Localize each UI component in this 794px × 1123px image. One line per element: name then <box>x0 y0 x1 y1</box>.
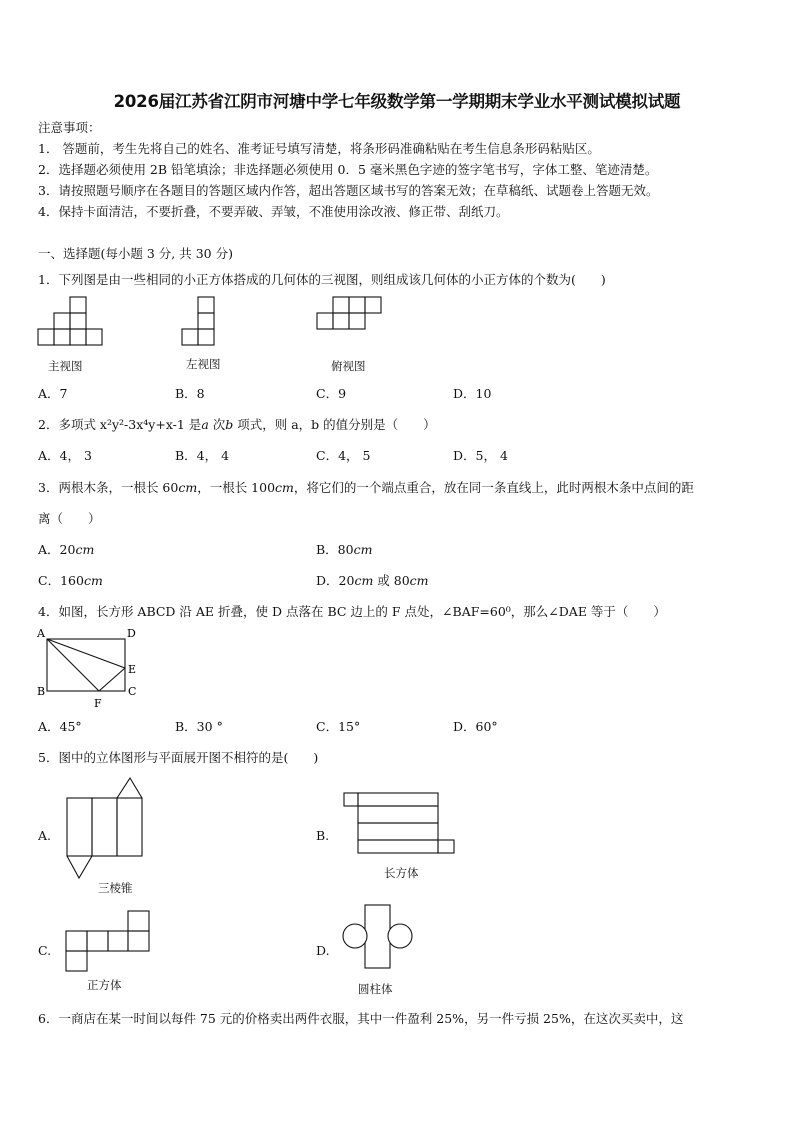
q5-caption-b: 长方体 <box>384 866 419 880</box>
point-label-e: E <box>128 663 137 676</box>
q5-option-b: B. <box>316 828 330 843</box>
q5-caption-c: 正方体 <box>87 978 122 992</box>
section-heading: 一、选择题(每小题 3 分, 共 30 分) <box>38 246 233 261</box>
question-3-stem: 3．两根木条，一根长 60cm，一根长 100cm，将它们的一个端点重合，放在同一条直线上，此时两根木条中点间的距 <box>38 480 694 495</box>
q1-option-a: A．7 <box>38 386 68 401</box>
point-label-f: F <box>94 697 102 710</box>
q5-caption-d: 圆柱体 <box>358 982 393 996</box>
front-view-label: 主视图 <box>48 359 83 373</box>
q2-option-d: D．5， 4 <box>453 448 508 463</box>
top-view-label: 俯视图 <box>331 359 366 373</box>
notice-item: 3．请按照题号顺序在各题目的答题区域内作答，超出答题区域书写的答案无效；在草稿纸、试题卷上答题无效。 <box>38 183 659 198</box>
question-2-stem: 2．多项式 x²y²-3x⁴y+x-1 是a 次b 项式，则 a，b 的值分别是（ ） <box>38 417 436 432</box>
q1-option-c: C．9 <box>316 386 347 401</box>
q2-option-c: C．4， 5 <box>316 448 371 463</box>
front-view-figure <box>36 297 116 349</box>
question-5-stem: 5．图中的立体图形与平面展开图不相符的是( ) <box>38 750 319 765</box>
q2-option-a: A．4， 3 <box>38 448 92 463</box>
point-label-b: B <box>37 685 46 698</box>
question-4-stem: 4．如图，长方形 ABCD 沿 AE 折叠，使 D 点落在 BC 边上的 F 点处，∠BAF=60⁰，那么∠DAE 等于（ ） <box>38 604 666 619</box>
q5-option-c: C. <box>38 943 52 958</box>
notice-heading: 注意事项： <box>38 120 101 135</box>
point-label-a: A <box>37 627 45 640</box>
q4-option-b: B．30 ° <box>175 719 223 734</box>
triangular-prism-net-figure <box>60 776 155 896</box>
question-6-stem: 6．一商店在某一时间以每件 75 元的价格卖出两件衣服，其中一件盈利 25%，另一件亏损 25%，在这次买卖中，这 <box>38 1011 684 1026</box>
q4-option-c: C．15° <box>316 719 361 734</box>
notice-item: 1． 答题前，考生先将自己的姓名、准考证号填写清楚，将条形码准确粘贴在考生信息条形码粘贴区。 <box>38 141 600 156</box>
notice-item: 4．保持卡面清洁，不要折叠，不要弄破、弄皱，不准使用涂改液、修正带、刮纸刀。 <box>38 204 509 219</box>
point-label-d: D <box>127 627 136 640</box>
top-view-figure <box>317 297 387 337</box>
q3-option-b: B．80cm <box>316 542 373 557</box>
q3-option-d: D．20cm 或 80cm <box>316 573 429 588</box>
question-3-stem-line2: 离（ ） <box>38 511 101 526</box>
q5-option-d: D. <box>316 943 330 958</box>
left-view-figure <box>182 297 222 349</box>
question-1-stem: 1．下列图是由一些相同的小正方体搭成的几何体的三视图，则组成该几何体的小正方体的个数为( ) <box>38 272 606 287</box>
q5-caption-a: 三棱锥 <box>98 881 133 895</box>
q2-option-b: B．4， 4 <box>175 448 230 463</box>
cuboid-net-figure <box>338 790 460 860</box>
cube-net-figure <box>64 908 159 978</box>
notice-item: 2．选择题必须使用 2B 铅笔填涂；非选择题必须使用 0．5 毫米黑色字迹的签字笔书写，字体工整、笔迹清楚。 <box>38 162 658 177</box>
cylinder-net-figure <box>340 902 420 974</box>
rectangle-fold-figure <box>36 625 146 710</box>
q3-option-a: A．20cm <box>38 542 95 557</box>
q4-option-d: D．60° <box>453 719 498 734</box>
q1-option-b: B．8 <box>175 386 205 401</box>
q5-option-a: A. <box>38 828 52 843</box>
q3-option-c: C．160cm <box>38 573 103 588</box>
page-title: 2026届江苏省江阴市河塘中学七年级数学第一学期期末学业水平测试模拟试题 <box>113 92 681 111</box>
q1-option-d: D．10 <box>453 386 492 401</box>
q4-option-a: A．45° <box>38 719 82 734</box>
left-view-label: 左视图 <box>186 357 221 371</box>
point-label-c: C <box>128 685 137 698</box>
